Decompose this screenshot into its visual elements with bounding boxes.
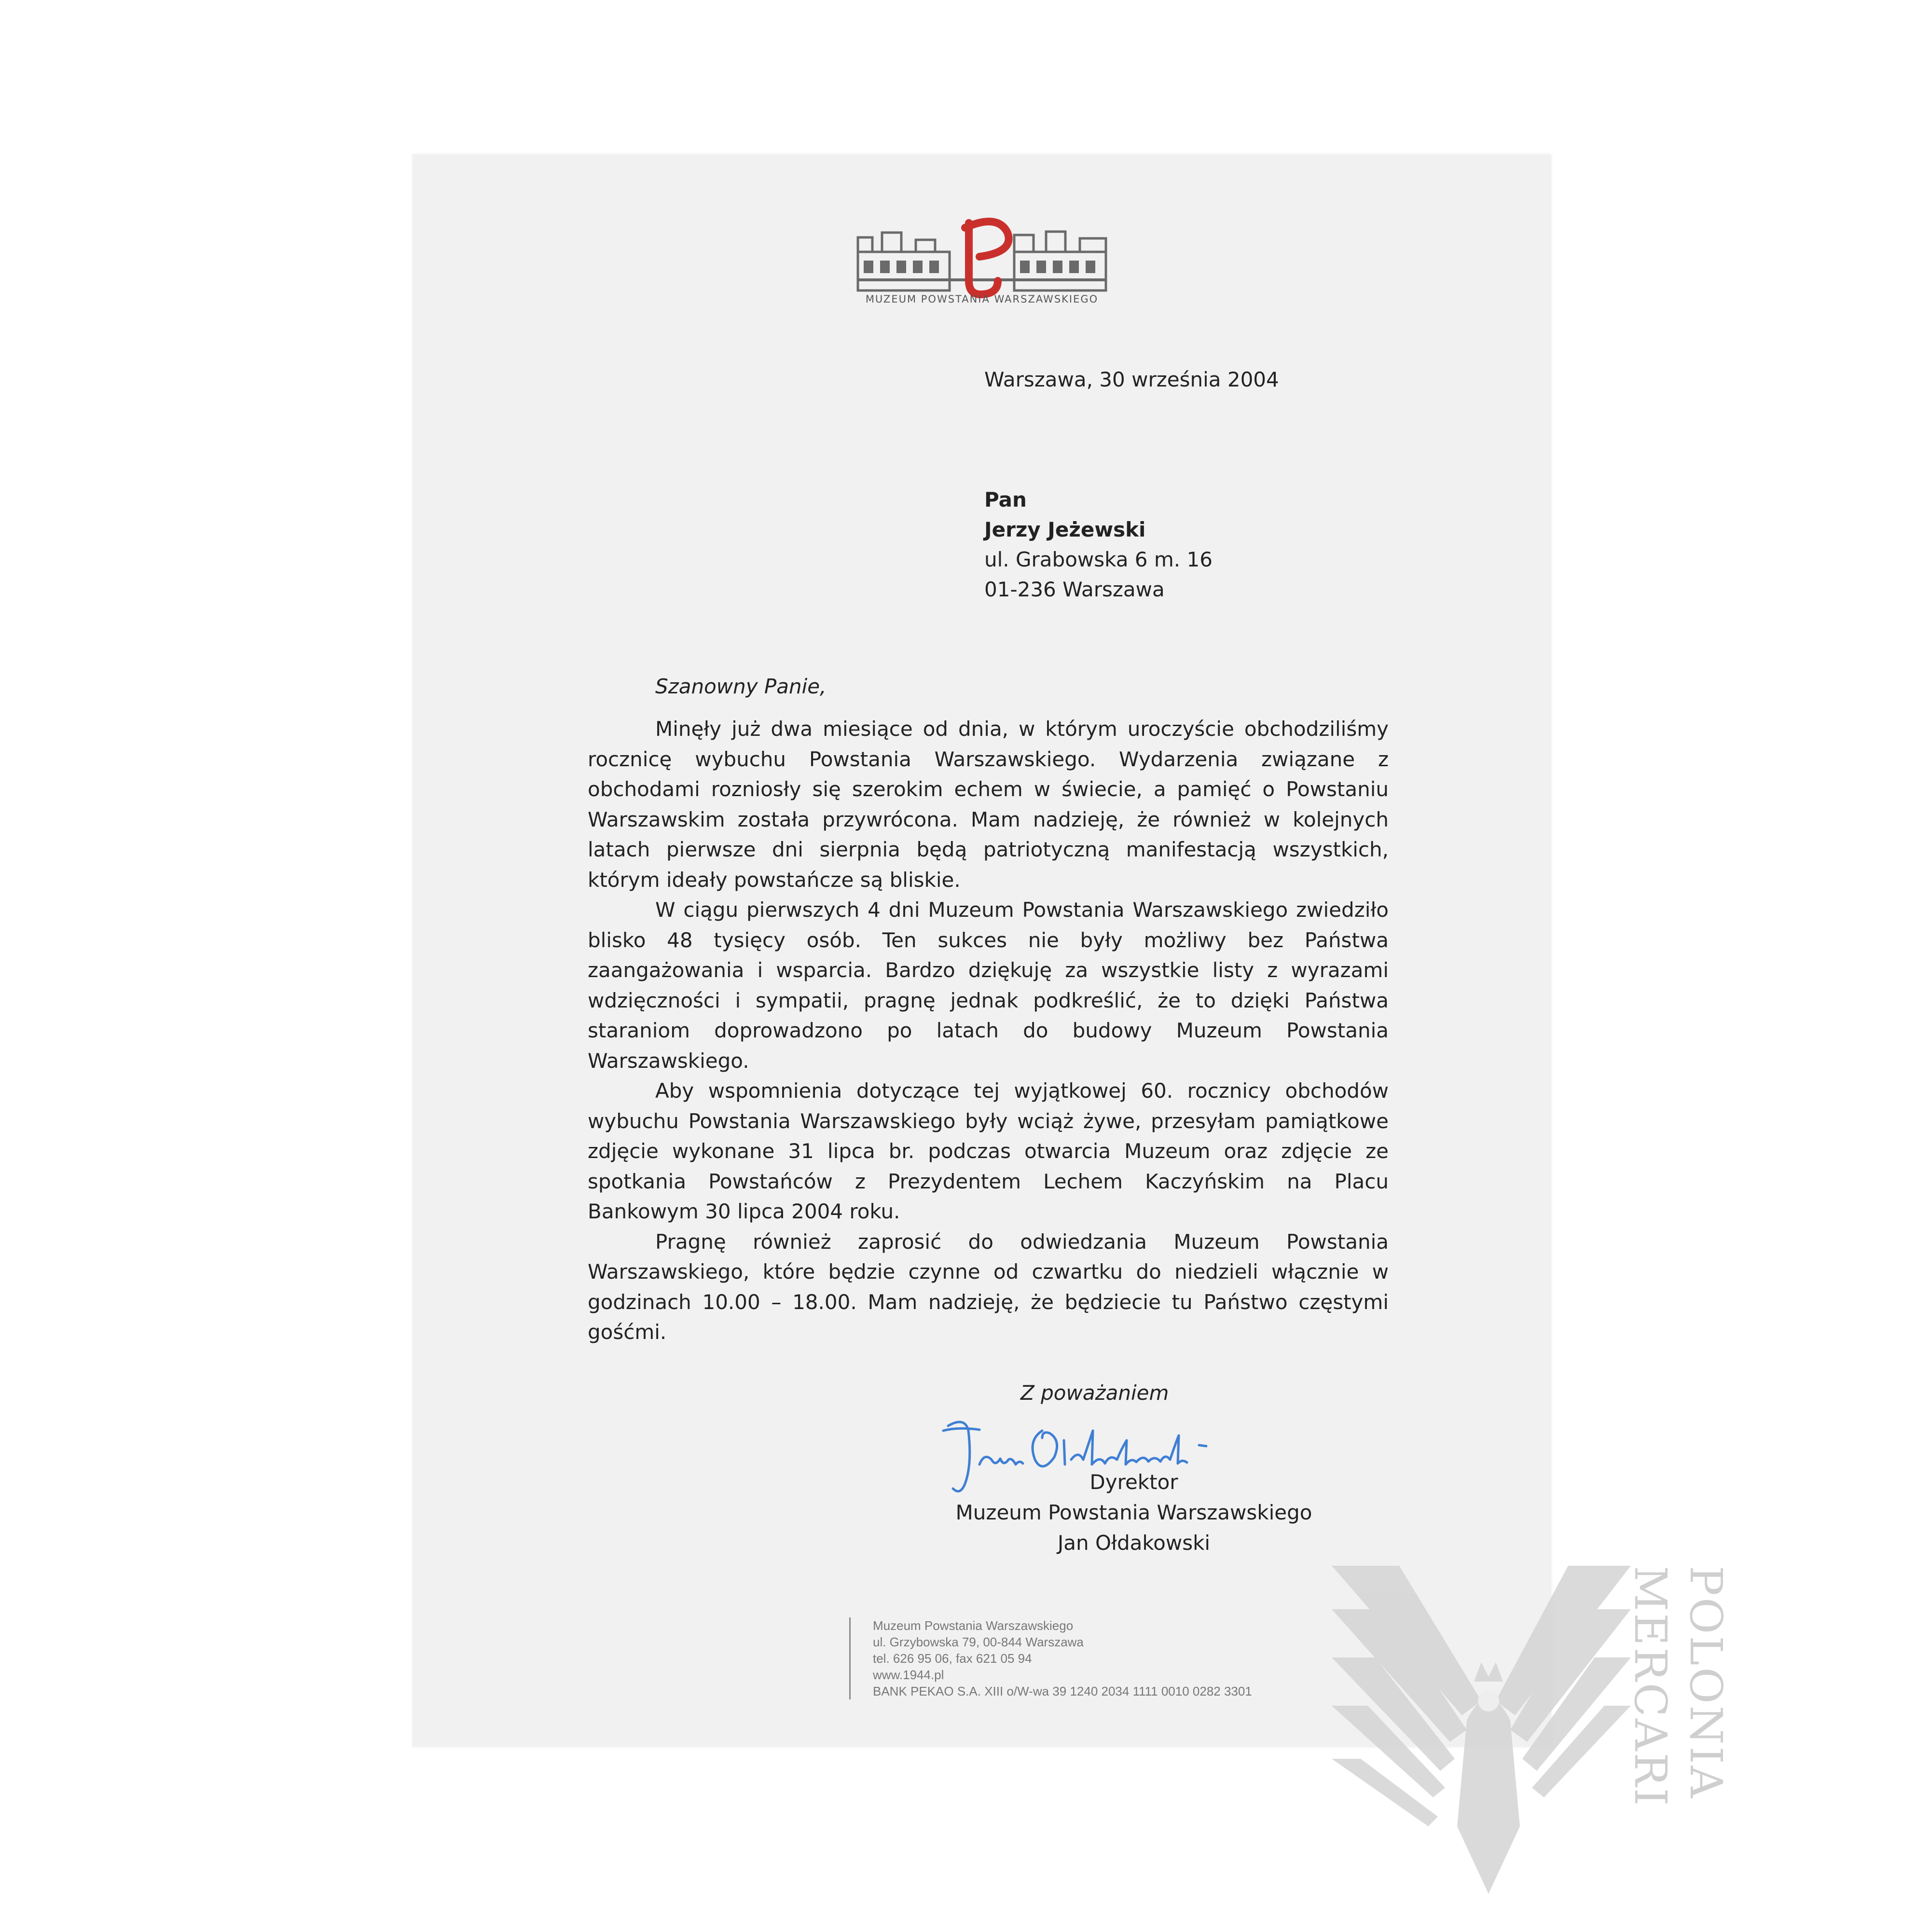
signer-role: Dyrektor: [1089, 1470, 1178, 1494]
paragraph: W ciągu pierwszych 4 dni Muzeum Powstania Warszawskiego zwiedziło blisko 48 tysięcy osób. Ten sukces nie były możliwy bez Państwa zaangażowania i wsparcia. Bardzo dziękuję za wszystkie listy z wyrazami wdzięczności i sympatii, pragnę jednak podkreślić, że to dzięki Państwa staraniom doprowadzono po latach do budowy Muzeum Powstania Warszawskiego.: [588, 898, 1389, 1073]
signer-block: [888, 1467, 1380, 1558]
letter-footer: [849, 1617, 1252, 1699]
watermark-text-polonia: POLONIA: [1680, 1566, 1732, 1800]
footer-line: tel. 626 95 06, fax 621 05 94: [873, 1651, 1032, 1666]
paragraph: Minęły już dwa miesiące od dnia, w którym uroczyście obchodziliśmy rocznicę wybuchu Powstania Warszawskiego. Wydarzenia związane z obchodami rozniosły się szerokim echem w świecie, a pamięć o Powstaniu Warszawskim została przywrócona. Mam nadzieję, że również w kolejnych latach pierwsze dni sierpnia będą patriotyczną manifestacją wszystkich, którym ideały powstańcze są bliskie.: [588, 717, 1389, 892]
recipient-address: [984, 485, 1213, 605]
signer-name: Jan Ołdakowski: [1057, 1531, 1211, 1555]
paragraph: Aby wspomnienia dotyczące tej wyjątkowej 60. rocznicy obchodów wybuchu Powstania Warszawskiego były wciąż żywe, przesyłam pamiątkowe zdjęcie wykonane 31 lipca br. podczas otwarcia Muzeum oraz zdjęcie ze spotkania Powstańców z Prezydentem Lechem Kaczyńskim na Placu Bankowym 30 lipca 2004 roku.: [588, 1079, 1389, 1223]
footer-line: Muzeum Powstania Warszawskiego: [873, 1618, 1074, 1633]
salutation: Szanowny Panie,: [655, 675, 827, 698]
footer-line: www.1944.pl: [873, 1668, 944, 1682]
letter-body: [588, 714, 1389, 1348]
museum-logo-graphic: [853, 208, 1111, 300]
watermark-text-mercari: MERCARI: [1625, 1566, 1676, 1808]
logo-caption: MUZEUM POWSTANIA WARSZAWSKIEGO: [865, 293, 1099, 305]
signer-institution: Muzeum Powstania Warszawskiego: [955, 1501, 1312, 1524]
footer-line: ul. Grzybowska 79, 00-844 Warszawa: [873, 1635, 1084, 1649]
recipient-title: Pan: [984, 488, 1027, 511]
letter-date: Warszawa, 30 września 2004: [984, 368, 1279, 391]
recipient-name: Jerzy Jeżewski: [984, 518, 1146, 541]
paragraph: Pragnę również zaprosić do odwiedzania Muzeum Powstania Warszawskiego, które będzie czynne od czwartku do niedzieli włącznie w godzinach 10.00 – 18.00. Mam nadzieję, że będziecie tu Państwo częstymi gośćmi.: [588, 1229, 1389, 1344]
recipient-city: 01-236 Warszawa: [984, 578, 1165, 601]
footer-line: BANK PEKAO S.A. XIII o/W-wa 39 1240 2034 1111 0010 0282 3301: [873, 1684, 1252, 1698]
closing: Z poważaniem: [1020, 1381, 1169, 1405]
watermark: [1322, 1556, 1737, 1930]
recipient-street: ul. Grabowska 6 m. 16: [984, 548, 1213, 571]
